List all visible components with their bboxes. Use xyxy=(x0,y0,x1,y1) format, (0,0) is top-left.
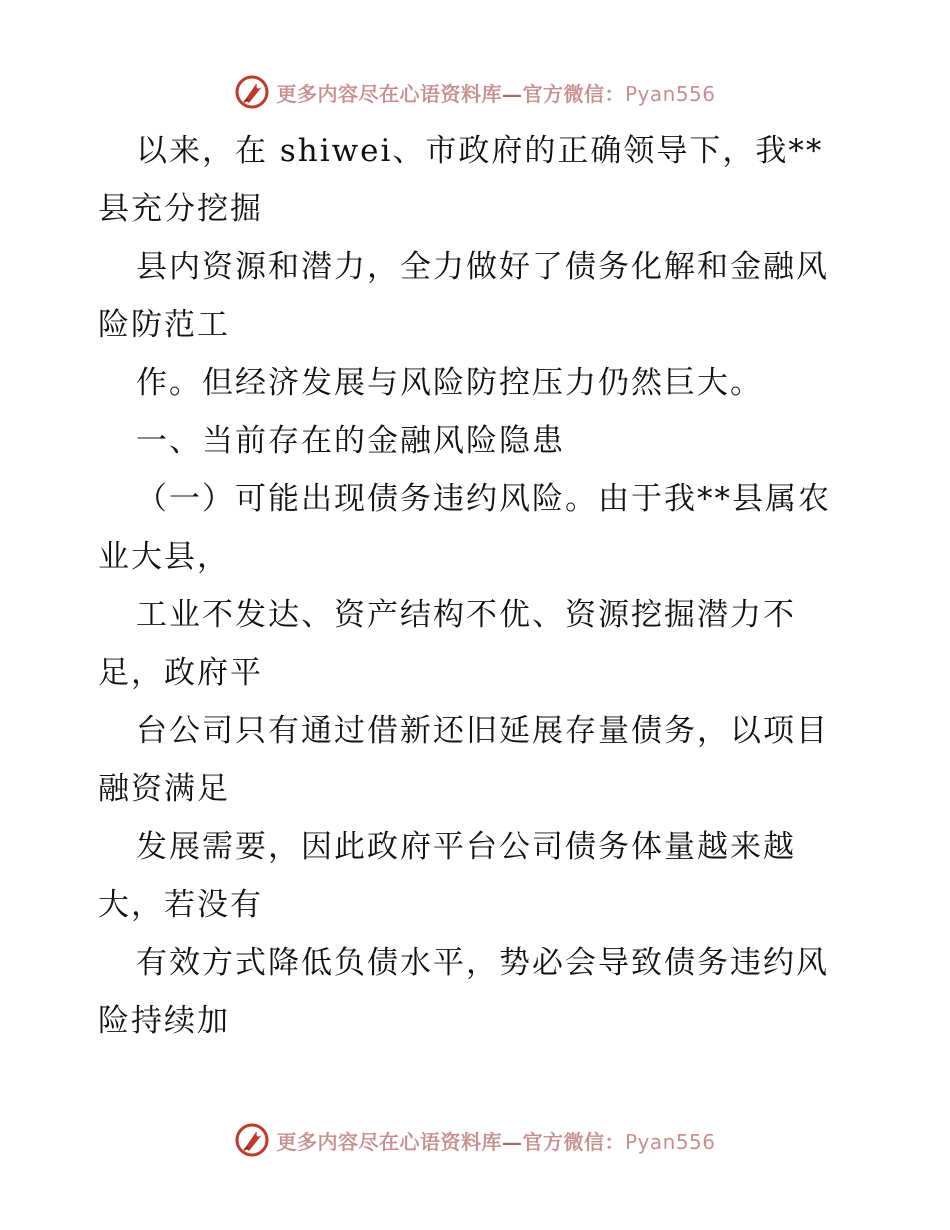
text-line: 县内资源和潜力，全力做好了债务化解和金融风 xyxy=(136,249,829,285)
footer-banner xyxy=(0,1118,950,1162)
text-line: 融资满足 xyxy=(98,771,230,807)
text-line: 作。但经济发展与风险防控压力仍然巨大。 xyxy=(136,365,763,401)
text-line: （一）可能出现债务违约风险。由于我**县属农 xyxy=(136,481,831,517)
banner-text xyxy=(276,1126,715,1155)
text-line: 一、当前存在的金融风险隐患 xyxy=(136,423,565,459)
banner-wechat-id: Pyan556 xyxy=(624,81,716,106)
banner-wechat-id: Pyan556 xyxy=(624,1129,716,1154)
banner-dash: — xyxy=(501,81,523,106)
text-line: 足，政府平 xyxy=(98,655,263,691)
pen-nib-logo-icon xyxy=(234,1122,270,1158)
banner-wechat-label: 官方微信： xyxy=(522,1129,625,1154)
text-line: 发展需要，因此政府平台公司债务体量越来越 xyxy=(136,829,796,865)
text-line: 以来，在 shiwei、市政府的正确领导下，我** xyxy=(136,133,824,169)
header-banner xyxy=(0,70,950,114)
text-line: 险持续加 xyxy=(98,1003,230,1039)
banner-text xyxy=(276,78,715,107)
banner-dash: — xyxy=(501,1129,523,1154)
pen-nib-logo-icon xyxy=(234,74,270,110)
document-body xyxy=(98,122,868,1050)
text-line: 有效方式降低负债水平，势必会导致债务违约风 xyxy=(136,945,829,981)
text-line: 工业不发达、资产结构不优、资源挖掘潜力不 xyxy=(136,597,796,633)
text-line: 大，若没有 xyxy=(98,887,263,923)
text-line: 县充分挖掘 xyxy=(98,191,263,227)
text-line: 台公司只有通过借新还旧延展存量债务，以项目 xyxy=(136,713,829,749)
banner-wechat-label: 官方微信： xyxy=(522,81,625,106)
banner-main-text: 更多内容尽在心语资料库 xyxy=(276,81,502,106)
text-line: 险防范工 xyxy=(98,307,230,343)
banner-main-text: 更多内容尽在心语资料库 xyxy=(276,1129,502,1154)
text-line: 业大县， xyxy=(98,539,230,575)
